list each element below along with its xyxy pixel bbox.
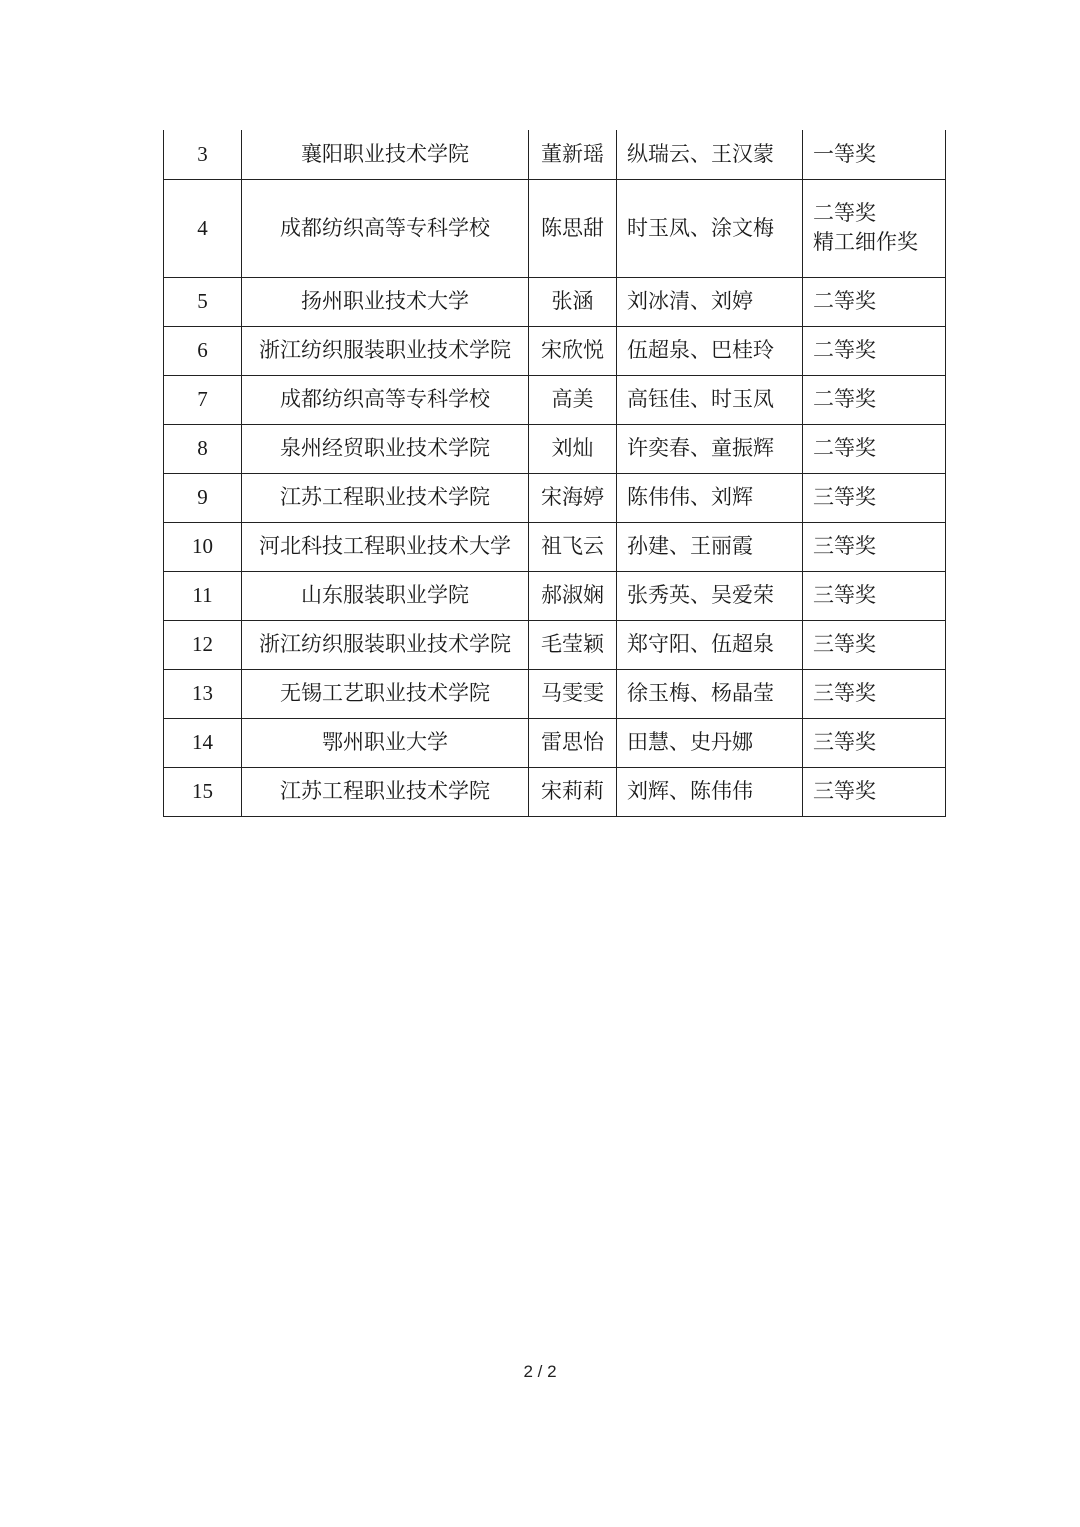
row-number-cell: 3 bbox=[164, 130, 242, 179]
award-cell bbox=[803, 130, 946, 179]
row-number-cell: 15 bbox=[164, 767, 242, 816]
teachers-cell: 刘冰清、刘婷 bbox=[617, 277, 803, 326]
award-cell bbox=[803, 326, 946, 375]
table-row bbox=[164, 767, 946, 816]
student-cell: 宋欣悦 bbox=[529, 326, 617, 375]
teachers-cell: 徐玉梅、杨晶莹 bbox=[617, 669, 803, 718]
student-cell: 郝淑娴 bbox=[529, 571, 617, 620]
award-cell bbox=[803, 718, 946, 767]
table-row bbox=[164, 179, 946, 277]
table-row bbox=[164, 669, 946, 718]
award-label: 二等奖 bbox=[813, 387, 876, 411]
page-number: 2 / 2 bbox=[523, 1362, 557, 1381]
award-cell bbox=[803, 277, 946, 326]
school-cell: 江苏工程职业技术学院 bbox=[242, 767, 529, 816]
table-row bbox=[164, 130, 946, 179]
teachers-cell: 高钰佳、时玉凤 bbox=[617, 375, 803, 424]
school-cell: 襄阳职业技术学院 bbox=[242, 130, 529, 179]
teachers-cell: 田慧、史丹娜 bbox=[617, 718, 803, 767]
award-label: 二等奖 bbox=[813, 436, 876, 460]
row-number-cell: 7 bbox=[164, 375, 242, 424]
teachers-cell: 时玉凤、涂文梅 bbox=[617, 179, 803, 277]
teachers-cell: 陈伟伟、刘辉 bbox=[617, 473, 803, 522]
school-cell: 扬州职业技术大学 bbox=[242, 277, 529, 326]
award-label: 二等奖 bbox=[813, 289, 876, 313]
student-cell: 宋莉莉 bbox=[529, 767, 617, 816]
award-cell bbox=[803, 179, 946, 277]
awards-table-body bbox=[164, 130, 946, 816]
row-number-cell: 8 bbox=[164, 424, 242, 473]
row-number-cell: 4 bbox=[164, 179, 242, 277]
school-cell: 泉州经贸职业技术学院 bbox=[242, 424, 529, 473]
row-number-cell: 10 bbox=[164, 522, 242, 571]
student-cell: 刘灿 bbox=[529, 424, 617, 473]
award-label: 一等奖 bbox=[813, 141, 876, 166]
school-cell: 山东服装职业学院 bbox=[242, 571, 529, 620]
student-cell: 雷思怡 bbox=[529, 718, 617, 767]
award-label: 二等奖 bbox=[813, 338, 876, 362]
award-cell bbox=[803, 522, 946, 571]
award-cell bbox=[803, 424, 946, 473]
award-label: 三等奖 bbox=[813, 681, 876, 705]
row-number-cell: 13 bbox=[164, 669, 242, 718]
table-row bbox=[164, 375, 946, 424]
table-row bbox=[164, 522, 946, 571]
awards-table bbox=[163, 130, 946, 817]
table-row bbox=[164, 277, 946, 326]
student-cell: 董新瑶 bbox=[529, 130, 617, 179]
award-cell bbox=[803, 669, 946, 718]
school-cell: 无锡工艺职业技术学院 bbox=[242, 669, 529, 718]
table-row bbox=[164, 424, 946, 473]
table-row bbox=[164, 620, 946, 669]
award-cell bbox=[803, 620, 946, 669]
award-cell bbox=[803, 571, 946, 620]
award-label: 三等奖 bbox=[813, 485, 876, 509]
award-cell bbox=[803, 375, 946, 424]
teachers-cell: 郑守阳、伍超泉 bbox=[617, 620, 803, 669]
student-cell: 祖飞云 bbox=[529, 522, 617, 571]
row-number-cell: 14 bbox=[164, 718, 242, 767]
table-row bbox=[164, 718, 946, 767]
student-cell: 马雯雯 bbox=[529, 669, 617, 718]
teachers-cell: 伍超泉、巴桂玲 bbox=[617, 326, 803, 375]
teachers-cell: 张秀英、吴爱荣 bbox=[617, 571, 803, 620]
teachers-cell: 纵瑞云、王汉蒙 bbox=[617, 130, 803, 179]
row-number-cell: 11 bbox=[164, 571, 242, 620]
award-cell bbox=[803, 473, 946, 522]
student-cell: 宋海婷 bbox=[529, 473, 617, 522]
student-cell: 陈思甜 bbox=[529, 179, 617, 277]
table-row bbox=[164, 473, 946, 522]
school-cell: 成都纺织高等专科学校 bbox=[242, 179, 529, 277]
row-number-cell: 5 bbox=[164, 277, 242, 326]
teachers-cell: 许奕春、童振辉 bbox=[617, 424, 803, 473]
school-cell: 浙江纺织服装职业技术学院 bbox=[242, 326, 529, 375]
row-number-cell: 6 bbox=[164, 326, 242, 375]
teachers-cell: 刘辉、陈伟伟 bbox=[617, 767, 803, 816]
school-cell: 江苏工程职业技术学院 bbox=[242, 473, 529, 522]
award-cell bbox=[803, 767, 946, 816]
student-cell: 高美 bbox=[529, 375, 617, 424]
row-number-cell: 12 bbox=[164, 620, 242, 669]
teachers-cell: 孙建、王丽霞 bbox=[617, 522, 803, 571]
award-label: 三等奖 bbox=[813, 779, 876, 803]
table-row bbox=[164, 326, 946, 375]
school-cell: 浙江纺织服装职业技术学院 bbox=[242, 620, 529, 669]
award-label: 三等奖 bbox=[813, 583, 876, 607]
row-number-cell: 9 bbox=[164, 473, 242, 522]
award-label: 二等奖 bbox=[813, 201, 876, 225]
school-cell: 鄂州职业大学 bbox=[242, 718, 529, 767]
school-cell: 成都纺织高等专科学校 bbox=[242, 375, 529, 424]
table-row bbox=[164, 571, 946, 620]
award-label: 三等奖 bbox=[813, 632, 876, 656]
student-cell: 张涵 bbox=[529, 277, 617, 326]
award-label: 三等奖 bbox=[813, 534, 876, 558]
award-label: 精工细作奖 bbox=[813, 230, 918, 254]
student-cell: 毛莹颖 bbox=[529, 620, 617, 669]
school-cell: 河北科技工程职业技术大学 bbox=[242, 522, 529, 571]
award-label: 三等奖 bbox=[813, 730, 876, 754]
